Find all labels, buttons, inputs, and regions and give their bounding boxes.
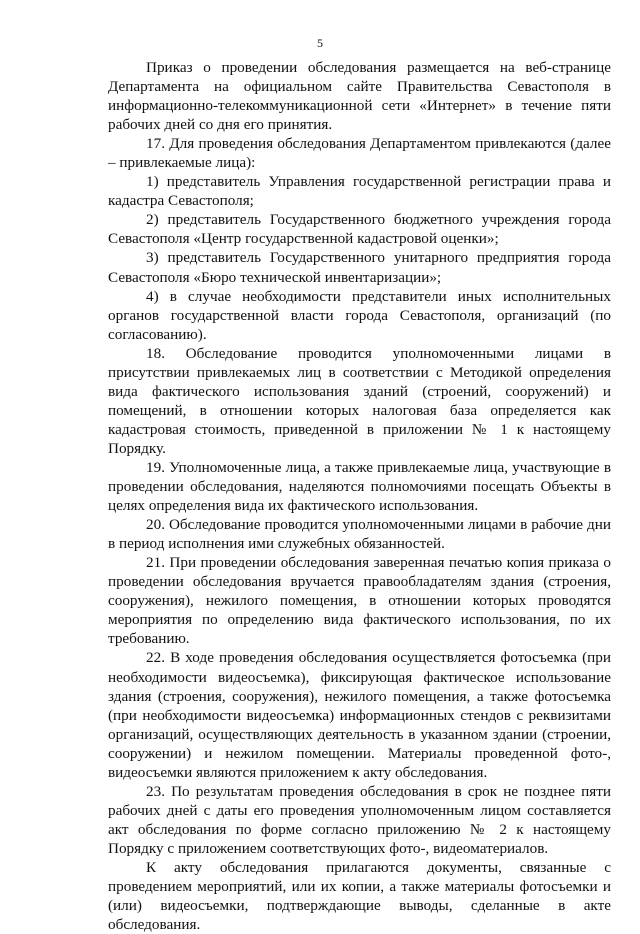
paragraph-intro: Приказ о проведении обследования размещается на веб-странице Департамента на официальном сайте Правительства Севастополя в информационно-телекоммуникационной сети «Интернет» в течение пяти рабочих дней со дня его принятия. bbox=[108, 59, 611, 134]
paragraph-23-attachments: К акту обследования прилагаются документы, связанные с проведением мероприятий, или их копии, а также материалы фотосъемки и (или) видеосъемки, подтверждающие выводы, сделанные в акте обследования. bbox=[108, 858, 611, 934]
paragraph-17-item-2: 2) представитель Государственного бюджетного учреждения города Севастополя «Центр государственной кадастровой оценки»; bbox=[108, 211, 611, 248]
paragraph-22: 22. В ходе проведения обследования осуществляется фотосъемка (при необходимости видеосъемка), фиксирующая фактическое использование здания (строения, сооружения), нежилого помещения, а также фотосъемка (при необходимости видеосъемка) информационных стендов с реквизитами организаций, осуществляющих деятельность в указанном здании (строении, сооружении) и нежилом помещении. Материалы проведенной фото-, видеосъемки являются приложением к акту обследования. bbox=[108, 649, 611, 781]
paragraph-19: 19. Уполномоченные лица, а также привлекаемые лица, участвующие в проведении обследования, наделяются полномочиями посещать Объекты в целях определения вида их фактического использования. bbox=[108, 458, 611, 515]
paragraph-17-item-1: 1) представитель Управления государственной регистрации права и кадастра Севастополя; bbox=[108, 173, 611, 210]
page-number: 5 bbox=[317, 36, 323, 50]
paragraph-17-item-3: 3) представитель Государственного унитарного предприятия города Севастополя «Бюро технической инвентаризации»; bbox=[108, 249, 611, 286]
paragraph-18: 18. Обследование проводится уполномоченными лицами в присутствии привлекаемых лиц в соответствии с Методикой определения вида фактического использования зданий (строений, сооружений) и помещений, в отношении которых налоговая база определяется как кадастровая стоимость, приведенной в приложении № 1 к настоящему Порядку. bbox=[108, 344, 611, 457]
paragraph-21: 21. При проведении обследования заверенная печатью копия приказа о проведении обследования вручается правообладателям здания (строения, сооружения), нежилого помещения, в отношении которых проводятся мероприятия по определению вида фактического использования, по их требованию. bbox=[108, 554, 611, 648]
paragraph-23: 23. По результатам проведения обследования в срок не позднее пяти рабочих дней с даты его проведения уполномоченным лицом составляется акт обследования по форме согласно приложению № 2 к настоящему Порядку с приложением соответствующих фото-, видеоматериалов. bbox=[108, 782, 611, 857]
document-body bbox=[108, 58, 611, 934]
paragraph-20: 20. Обследование проводится уполномоченными лицами в рабочие дни в период исполнения ими служебных обязанностей. bbox=[108, 516, 611, 553]
paragraph-17: 17. Для проведения обследования Департаментом привлекаются (далее – привлекаемые лица): bbox=[108, 135, 611, 172]
paragraph-17-item-4: 4) в случае необходимости представители иных исполнительных органов государственной власти города Севастополя, организаций (по согласованию). bbox=[108, 287, 611, 343]
